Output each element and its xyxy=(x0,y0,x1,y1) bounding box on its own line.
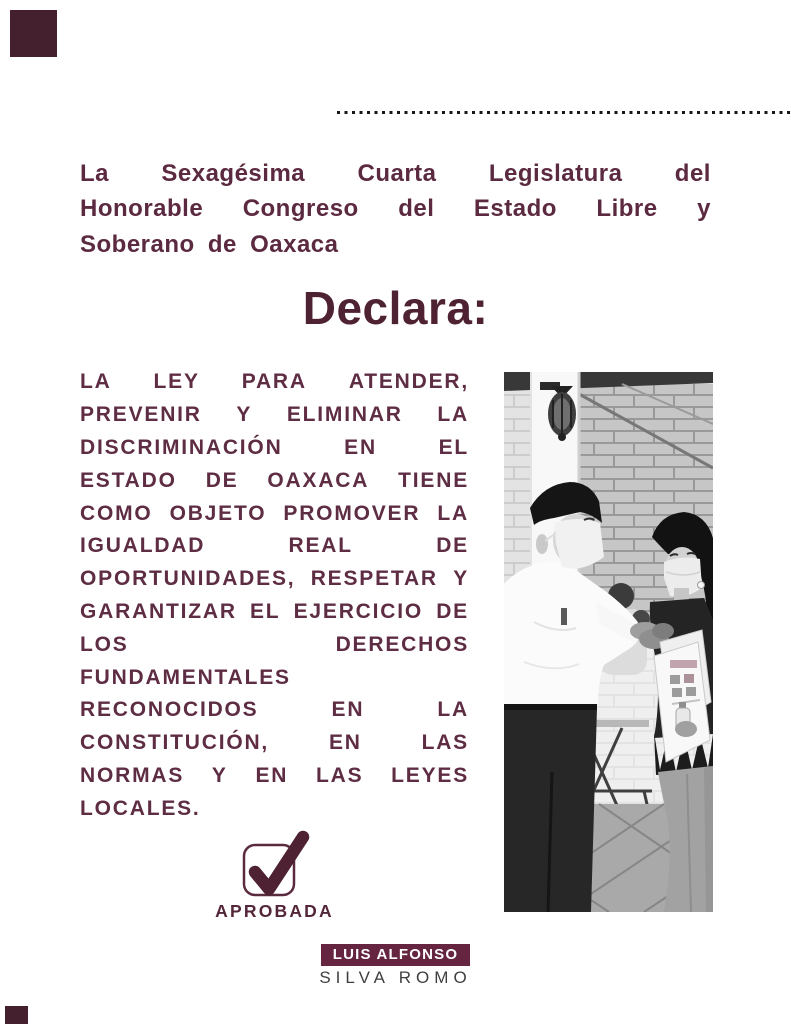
body-word: EL xyxy=(438,435,469,459)
body-line xyxy=(80,497,469,530)
body-word: DE xyxy=(436,599,469,623)
body-word: PARA xyxy=(241,370,307,394)
body-word: OPORTUNIDADES, xyxy=(80,567,296,591)
body-line xyxy=(80,530,469,563)
heading-line xyxy=(80,227,711,263)
body-line xyxy=(80,727,469,760)
body-word: LOS xyxy=(80,632,129,656)
body-word: DERECHOS xyxy=(335,632,469,656)
heading-word: Soberano xyxy=(80,230,195,258)
body-word: DE xyxy=(436,534,469,558)
body-word: OAXACA xyxy=(267,468,370,492)
heading-word: y xyxy=(697,195,711,223)
body-word: DISCRIMINACIÓN xyxy=(80,435,283,459)
heading-word: Cuarta xyxy=(357,159,437,187)
dotted-divider xyxy=(337,111,791,114)
legislature-heading xyxy=(80,156,711,263)
heading-word: Sexagésima xyxy=(161,159,306,187)
body-word: OBJETO xyxy=(169,501,267,525)
heading-word: de xyxy=(207,230,237,258)
body-word: LA xyxy=(437,403,469,427)
body-word: GARANTIZAR xyxy=(80,599,237,623)
body-word: PREVENIR xyxy=(80,403,202,427)
declara-title: Declara: xyxy=(302,282,489,334)
heading-word: Congreso xyxy=(242,195,359,223)
body-word: RESPETAR xyxy=(310,567,438,591)
body-word: DE xyxy=(205,468,239,492)
body-word: EN xyxy=(255,763,289,787)
body-word: EN xyxy=(331,698,365,722)
body-word: EN xyxy=(328,731,362,755)
heading-word: Legislatura xyxy=(488,159,623,187)
body-line xyxy=(80,432,469,465)
signature-last-name: SILVA ROMO xyxy=(319,968,472,987)
body-word: CONSTITUCIÓN, xyxy=(80,731,270,755)
body-word: Y xyxy=(211,763,228,787)
body-word: ESTADO xyxy=(80,468,177,492)
photo-two-people-masks xyxy=(504,372,713,912)
body-word: LA xyxy=(437,698,469,722)
body-word: EN xyxy=(344,435,377,459)
body-word: EL xyxy=(250,599,281,623)
heading-word: Libre xyxy=(596,195,658,223)
body-word: LA xyxy=(80,370,112,394)
body-word: RECONOCIDOS xyxy=(80,698,259,722)
heading-line xyxy=(80,156,711,192)
body-line xyxy=(80,366,469,399)
body-word: Y xyxy=(236,403,253,427)
body-line xyxy=(80,661,469,694)
declaration-body-text xyxy=(80,366,469,825)
body-word: LEY xyxy=(153,370,200,394)
body-word: EJERCICIO xyxy=(293,599,424,623)
body-word: IGUALDAD xyxy=(80,534,206,558)
brand-corner-square-bottom xyxy=(5,1006,28,1024)
heading-word: La xyxy=(80,159,110,187)
body-word: LEYES xyxy=(391,763,469,787)
body-line xyxy=(80,563,469,596)
body-line xyxy=(80,399,469,432)
body-word: LA xyxy=(437,501,469,525)
body-word: REAL xyxy=(288,534,353,558)
heading-word: Honorable xyxy=(80,195,204,223)
body-word: Y xyxy=(453,567,469,591)
body-word: PROMOVER xyxy=(283,501,421,525)
body-word: LAS xyxy=(315,763,364,787)
heading-line xyxy=(80,192,711,228)
body-word: LOCALES. xyxy=(80,796,201,820)
checkbox-checked-icon xyxy=(238,824,312,900)
body-word: LAS xyxy=(421,731,469,755)
body-line xyxy=(80,792,469,825)
body-line xyxy=(80,628,469,661)
signature-first-name: LUIS ALFONSO xyxy=(321,944,471,966)
heading-word: Estado xyxy=(473,195,557,223)
body-word: ATENDER, xyxy=(348,370,469,394)
heading-word: Oaxaca xyxy=(250,230,339,258)
body-line xyxy=(80,596,469,629)
body-word: NORMAS xyxy=(80,763,185,787)
body-line xyxy=(80,694,469,727)
body-word: COMO xyxy=(80,501,153,525)
signature-block xyxy=(0,944,791,986)
body-word: TIENE xyxy=(398,468,469,492)
brand-corner-square-top xyxy=(10,10,57,57)
body-line xyxy=(80,760,469,793)
heading-word: del xyxy=(398,195,435,223)
aprobada-label: APROBADA xyxy=(215,901,334,921)
body-line xyxy=(80,464,469,497)
body-word: ELIMINAR xyxy=(286,403,403,427)
heading-word: del xyxy=(674,159,711,187)
body-word: FUNDAMENTALES xyxy=(80,665,291,689)
